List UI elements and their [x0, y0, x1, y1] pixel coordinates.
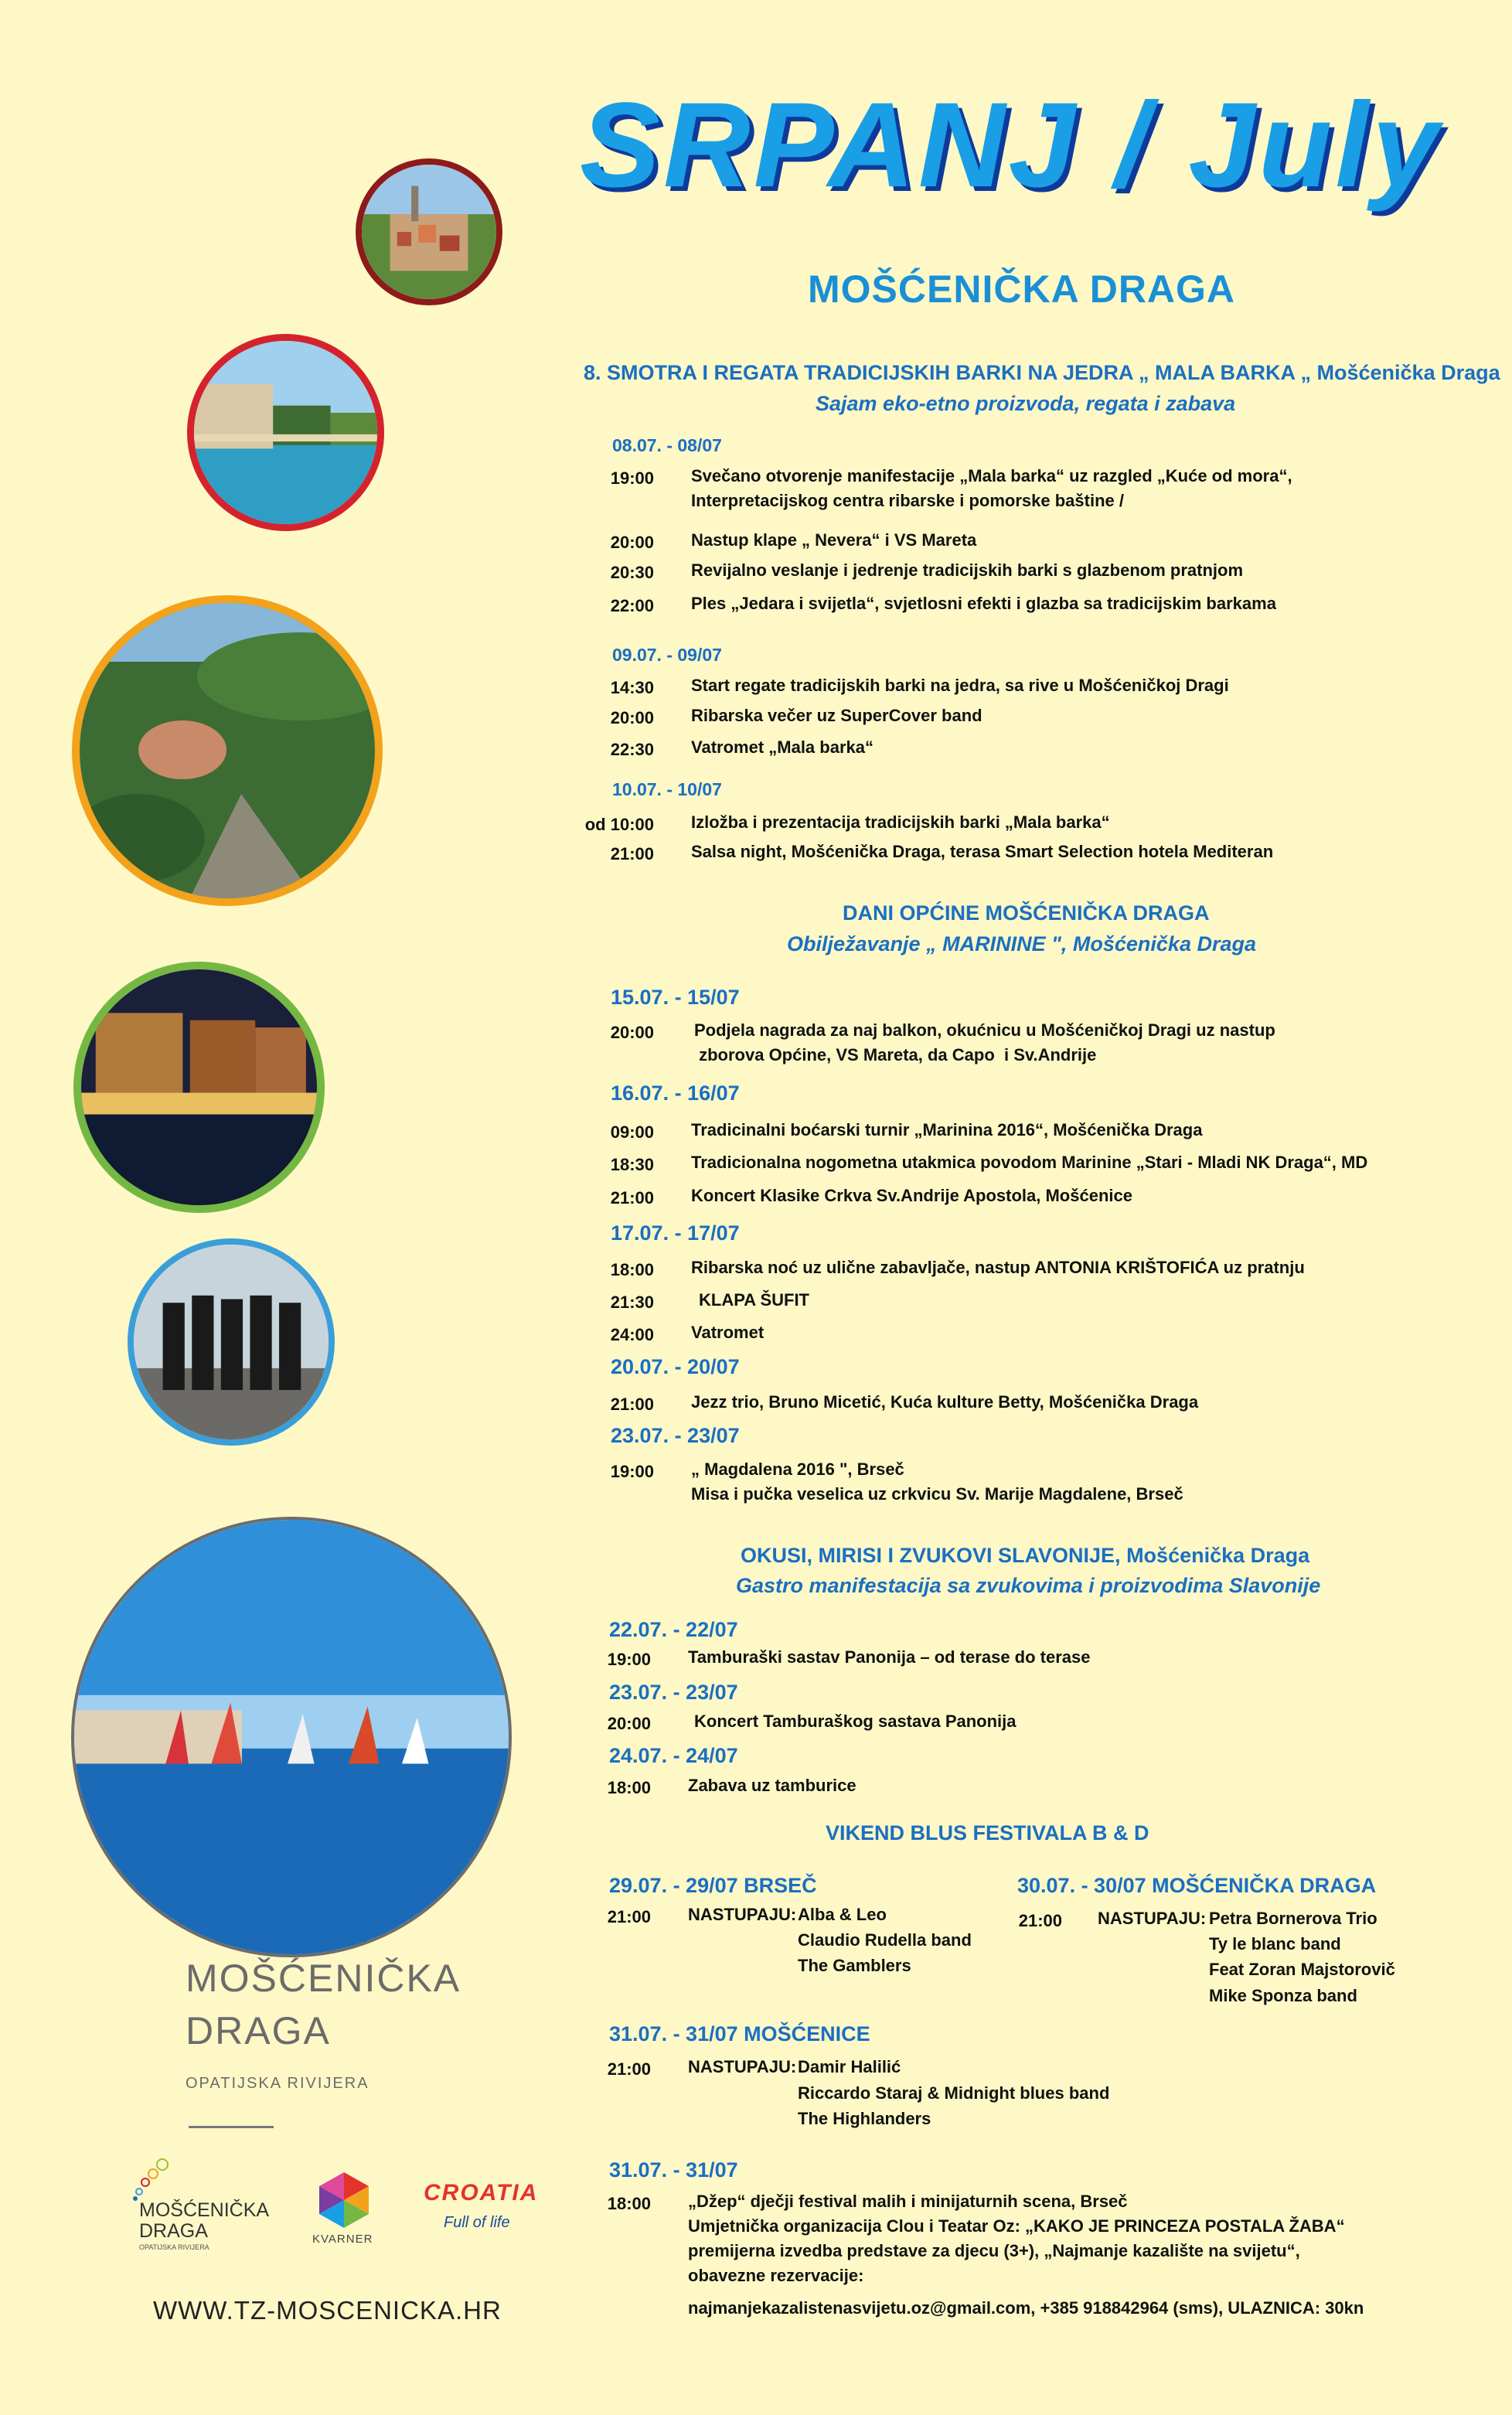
event-text: Koncert Klasike Crkva Sv.Andrije Apostola, Mošćenice: [691, 1186, 1132, 1205]
event-time: 18:00: [607, 1778, 651, 1797]
section2-date-1: 15.07. - 15/07: [611, 986, 740, 1009]
performer: Damir Halilić: [798, 2057, 901, 2076]
logo1-line2: DRAGA: [139, 2220, 208, 2242]
croatia-wordmark: CROATIA: [424, 2180, 539, 2206]
photo-harbor-circle: [187, 334, 384, 531]
event-contact: najmanjekazalistenasvijetu.oz@gmail.com, +385 918842964 (sms), ULAZNICA: 30kn: [688, 2298, 1364, 2318]
section3-date-1: 22.07. - 22/07: [609, 1618, 738, 1641]
event-time: 19:00: [610, 468, 654, 488]
kvarner-label: KVARNER: [312, 2233, 373, 2246]
performers-label: NASTUPAJU:: [1098, 1909, 1207, 1928]
croatia-tagline: Full of life: [444, 2214, 510, 2231]
aerial-photo: [80, 603, 375, 898]
event-text: Tradicionalna nogometna utakmica povodom Marinine „Stari - Mladi NK Draga“, MD: [691, 1153, 1368, 1172]
performer: Petra Bornerova Trio: [1209, 1909, 1377, 1928]
photo-night-circle: [73, 962, 325, 1213]
event-text: Start regate tradicijskih barki na jedra, sa rive u Mošćeničkoj Dragi: [691, 676, 1229, 695]
event-text: Ribarska noć uz ulične zabavljače, nastup ANTONIA KRIŠTOFIĆA uz pratnju: [691, 1258, 1305, 1277]
page-subtitle: MOŠĆENIČKA DRAGA: [808, 267, 1236, 311]
event-time: 18:30: [610, 1155, 654, 1174]
event-text: Revijalno veslanje i jedrenje tradicijskih barki s glazbenom pratnjom: [691, 560, 1244, 580]
brand-name-line2: DRAGA: [186, 2009, 331, 2052]
event-text: KLAPA ŠUFIT: [699, 1290, 809, 1310]
performer: The Gamblers: [798, 1956, 911, 1975]
croatia-logo: [424, 2180, 547, 2242]
section1-subtitle: Sajam eko-etno proizvoda, regata i zabava: [816, 392, 1236, 415]
blues-date-draga: 30.07. - 30/07 MOŠĆENIČKA DRAGA: [1017, 1874, 1377, 1897]
event-time: 22:30: [610, 740, 654, 759]
section1-title: 8. SMOTRA I REGATA TRADICIJSKIH BARKI NA JEDRA „ MALA BARKA „ Mošćenička Draga: [584, 361, 1500, 384]
event-time: 21:00: [607, 2059, 651, 2079]
section1-date-3: 10.07. - 10/07: [612, 779, 722, 799]
blues-date-moscenice: 31.07. - 31/07 MOŠĆENICE: [609, 2022, 870, 2045]
section2-title: DANI OPĆINE MOŠĆENIČKA DRAGA: [843, 901, 1210, 925]
performer: The Highlanders: [798, 2109, 931, 2128]
event-time: 18:00: [610, 1260, 654, 1279]
event-time: 20:30: [610, 563, 654, 582]
event-time: 18:00: [607, 2194, 651, 2213]
event-text: Vatromet: [691, 1323, 765, 1342]
website-link[interactable]: WWW.TZ-MOSCENICKA.HR: [153, 2296, 502, 2325]
brand-divider: [189, 2126, 274, 2128]
section2-subtitle: Obilježavanje „ MARININE ", Mošćenička Draga: [787, 932, 1256, 955]
event-time: 21:00: [610, 1395, 654, 1414]
event-time: 20:00: [610, 1023, 654, 1042]
blues-date-brsec: 29.07. - 29/07 BRSEČ: [609, 1874, 817, 1897]
event-time: od 10:00: [584, 815, 654, 834]
section1-date-1: 08.07. - 08/07: [612, 435, 722, 455]
performer: Feat Zoran Majstorovič: [1209, 1960, 1395, 1979]
photo-village-circle: [356, 158, 502, 305]
event-time: 21:00: [610, 1188, 654, 1208]
event-text: Salsa night, Mošćenička Draga, terasa Smart Selection hotela Mediteran: [691, 842, 1274, 861]
section2-date-5: 23.07. - 23/07: [611, 1424, 740, 1447]
sailboats-photo: [74, 1520, 509, 1954]
event-text: Izložba i prezentacija tradicijskih barki „Mala barka“: [691, 812, 1110, 832]
performer: Riccardo Staraj & Midnight blues band: [798, 2083, 1110, 2103]
photo-sailboats-circle: [71, 1517, 512, 1957]
photo-band-circle: [128, 1238, 335, 1446]
harbor-photo: [194, 341, 377, 524]
event-text: Tamburaški sastav Panonija – od terase do terase: [688, 1647, 1091, 1667]
event-text: Vatromet „Mala barka“: [691, 737, 873, 757]
section1-date-2: 09.07. - 09/07: [612, 645, 722, 665]
event-time: 14:30: [610, 678, 654, 697]
night-photo: [81, 969, 317, 1205]
event-text: Nastup klape „ Nevera“ i VS Mareta: [691, 530, 977, 550]
event-time: 20:00: [607, 1714, 651, 1733]
event-text: Jezz trio, Bruno Micetić, Kuća kulture Betty, Mošćenička Draga: [691, 1392, 1199, 1412]
section2-date-4: 20.07. - 20/07: [611, 1355, 740, 1378]
event-text: Ribarska večer uz SuperCover band: [691, 706, 982, 725]
village-photo: [362, 165, 496, 299]
event-time: 21:30: [610, 1293, 654, 1312]
performer: Alba & Leo: [798, 1905, 887, 1924]
section3-date-3: 24.07. - 24/07: [609, 1744, 738, 1767]
event-time: 21:00: [1018, 1911, 1062, 1930]
event-time: 09:00: [610, 1122, 654, 1142]
event-text: Podjela nagrada za naj balkon, okućnicu u Mošćeničkoj Dragi uz nastup zborova Općine, VS Mareta, da Capo i Sv.Andrije: [694, 1020, 1275, 1064]
event-text: Tradicinalni boćarski turnir „Marinina 2016“, Mošćenička Draga: [691, 1120, 1203, 1139]
band-photo: [134, 1245, 329, 1439]
logo1-sub: OPATIJSKA RIVIJERA: [139, 2243, 209, 2251]
section2-date-3: 17.07. - 17/07: [611, 1221, 740, 1245]
event-text: Zabava uz tamburice: [688, 1776, 856, 1795]
event-text: Koncert Tamburaškog sastava Panonija: [694, 1712, 1017, 1731]
event-time: 21:00: [610, 844, 654, 863]
section4-title: VIKEND BLUS FESTIVALA B & D: [826, 1821, 1149, 1844]
event-text: „Džep“ dječji festival malih i minijaturnih scena, Brseč Umjetnička organizacija Clou i Teatar Oz: „KAKO JE PRINCEZA POSTALA ŽABA“ premijerna izvedba predstave za djecu (3+), „Najmanje kazalište na svijetu“, obavezne rezervacije:: [688, 2192, 1345, 2285]
event-time: 19:00: [610, 1462, 654, 1481]
page-title: SRPANJ / July: [580, 78, 1442, 213]
performer: Mike Sponza band: [1209, 1986, 1357, 2005]
moscenicka-draga-logo: [131, 2157, 278, 2257]
kvarner-logo: [309, 2171, 379, 2248]
kvarner-pinwheel-icon: [315, 2171, 373, 2229]
photo-aerial-circle: [72, 595, 383, 906]
performers-label: NASTUPAJU:: [688, 1905, 797, 1924]
brand-region: OPATIJSKA RIVIJERA: [186, 2075, 369, 2092]
section3-subtitle: Gastro manifestacija sa zvukovima i proizvodima Slavonije: [736, 1574, 1321, 1597]
brand-name-line1: MOŠĆENIČKA: [186, 1957, 461, 2000]
event-time: 24:00: [610, 1325, 654, 1344]
section3-date-2: 23.07. - 23/07: [609, 1681, 738, 1704]
performer: Ty le blanc band: [1209, 1934, 1341, 1953]
event-text: „ Magdalena 2016 ", Brseč Misa i pučka veselica uz crkvicu Sv. Marije Magdalene, Brseč: [691, 1460, 1183, 1504]
performers-label: NASTUPAJU:: [688, 2057, 797, 2076]
event-time: 20:00: [610, 708, 654, 727]
section5-date: 31.07. - 31/07: [609, 2158, 738, 2182]
performer: Claudio Rudella band: [798, 1930, 972, 1950]
logo1-line1: MOŠĆENIČKA: [139, 2199, 270, 2221]
section2-date-2: 16.07. - 16/07: [611, 1081, 740, 1105]
event-time: 20:00: [610, 533, 654, 552]
event-text: Ples „Jedara i svijetla“, svjetlosni efekti i glazba sa tradicijskim barkama: [691, 594, 1276, 613]
bubbles-icon: [131, 2157, 178, 2203]
event-text: Svečano otvorenje manifestacije „Mala barka“ uz razgled „Kuće od mora“, Interpretacijskog centra ribarske i pomorske baštine /: [691, 466, 1292, 510]
event-time: 19:00: [607, 1650, 651, 1669]
event-time: 21:00: [607, 1907, 651, 1926]
section3-title: OKUSI, MIRISI I ZVUKOVI SLAVONIJE, Mošćenička Draga: [741, 1544, 1310, 1567]
event-time: 22:00: [610, 596, 654, 615]
